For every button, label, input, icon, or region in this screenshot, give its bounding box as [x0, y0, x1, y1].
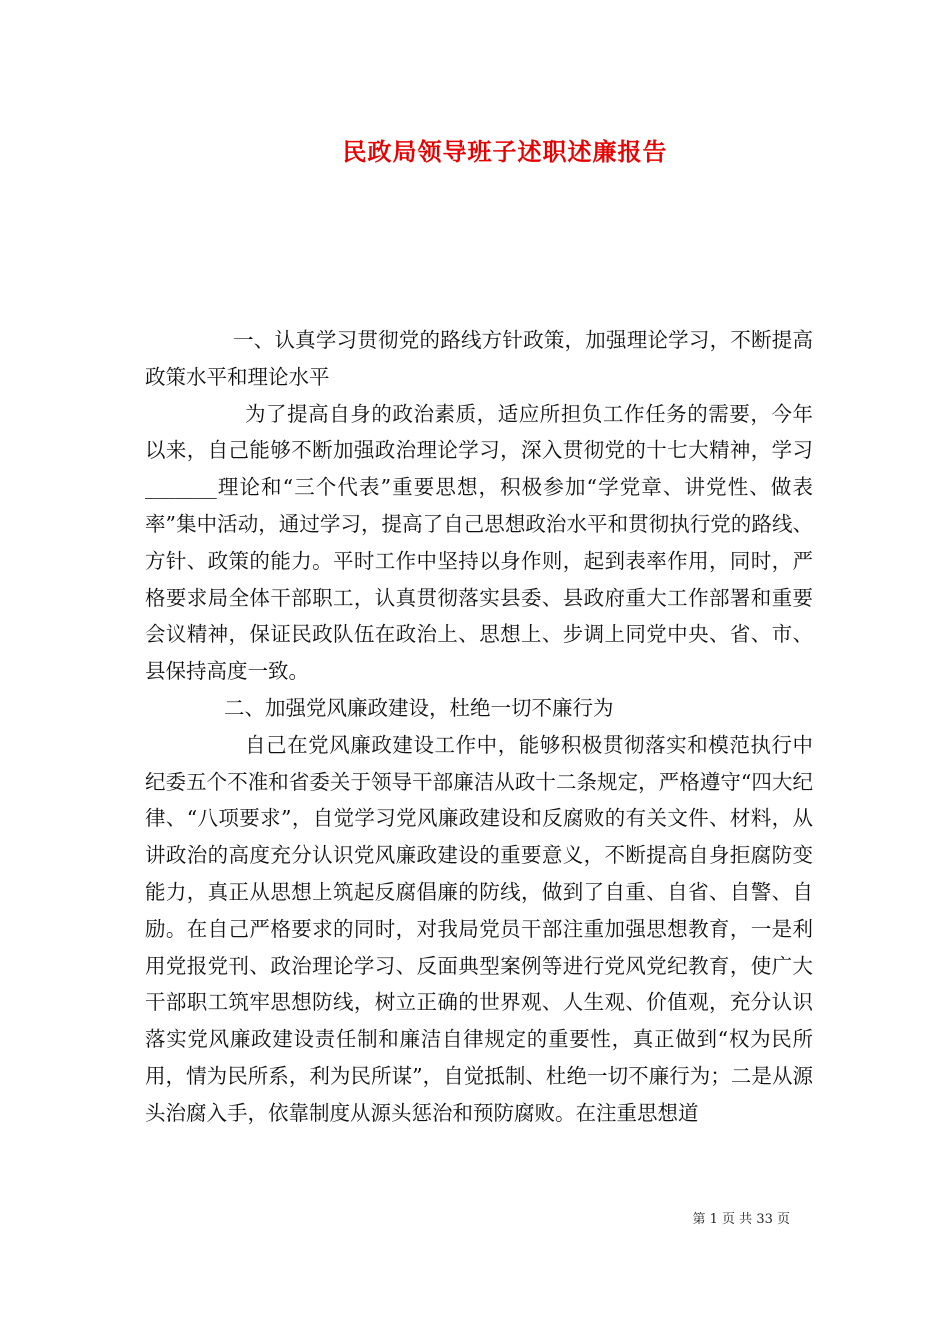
document-title: 民政局领导班子述职述廉报告 [342, 137, 668, 166]
section-paragraph-2: 自己在党风廉政建设工作中，能够积极贯彻落实和模范执行中纪委五个不准和省委关于领导干部廉洁从政十二条规定，严格遵守“四大纪律、“八项要求”，自觉学习党风廉政建设和反腐败的有关文件、材料，从讲政治的高度充分认识党风廉政建设的重要意义，不断提高自身拒腐防变能力，真正从思想上筑起反腐倡廉的防线，做到了自重、自省、自警、自励。在自己严格要求的同时，对我局党员干部注重加强思想教育，一是利用党报党刊、政治理论学习、反面典型案例等进行党风党纪教育，使广大干部职工筑牢思想防线，树立正确的世界观、人生观、价值观，充分认识落实党风廉政建设责任制和廉洁自律规定的重要性，真正做到“权为民所用，情为民所系，利为民所谋”，自觉抵制、杜绝一切不廉行为；二是从源头治腐入手，依靠制度从源头惩治和预防腐败。在注重思想道 [145, 732, 813, 1125]
section-heading-1: 一、认真学习贯彻党的路线方针政策，加强理论学习，不断提高政策水平和理论水平 [145, 328, 813, 389]
section-paragraph-1: 为了提高自身的政治素质，适应所担负工作任务的需要，今年以来，自己能够不断加强政治理论学习，深入贯彻党的十七大精神，学习_______理论和“三个代表”重要思想，积极参加“学党章、讲党性、做表率”集中活动，通过学习，提高了自己思想政治水平和贯彻执行党的路线、方针、政策的能力。平时工作中坚持以身作则，起到表率作用，同时，严格要求局全体干部职工，认真贯彻落实县委、县政府重大工作部署和重要会议精神，保证民政队伍在政治上、思想上、步调上同党中央、省、市、县保持高度一致。 [145, 401, 813, 684]
section-heading-2: 二、加强党风廉政建设，杜绝一切不廉行为 [224, 695, 614, 720]
page-number: 第 1 页 共 33 页 [692, 1212, 790, 1227]
document-body [145, 322, 813, 1132]
